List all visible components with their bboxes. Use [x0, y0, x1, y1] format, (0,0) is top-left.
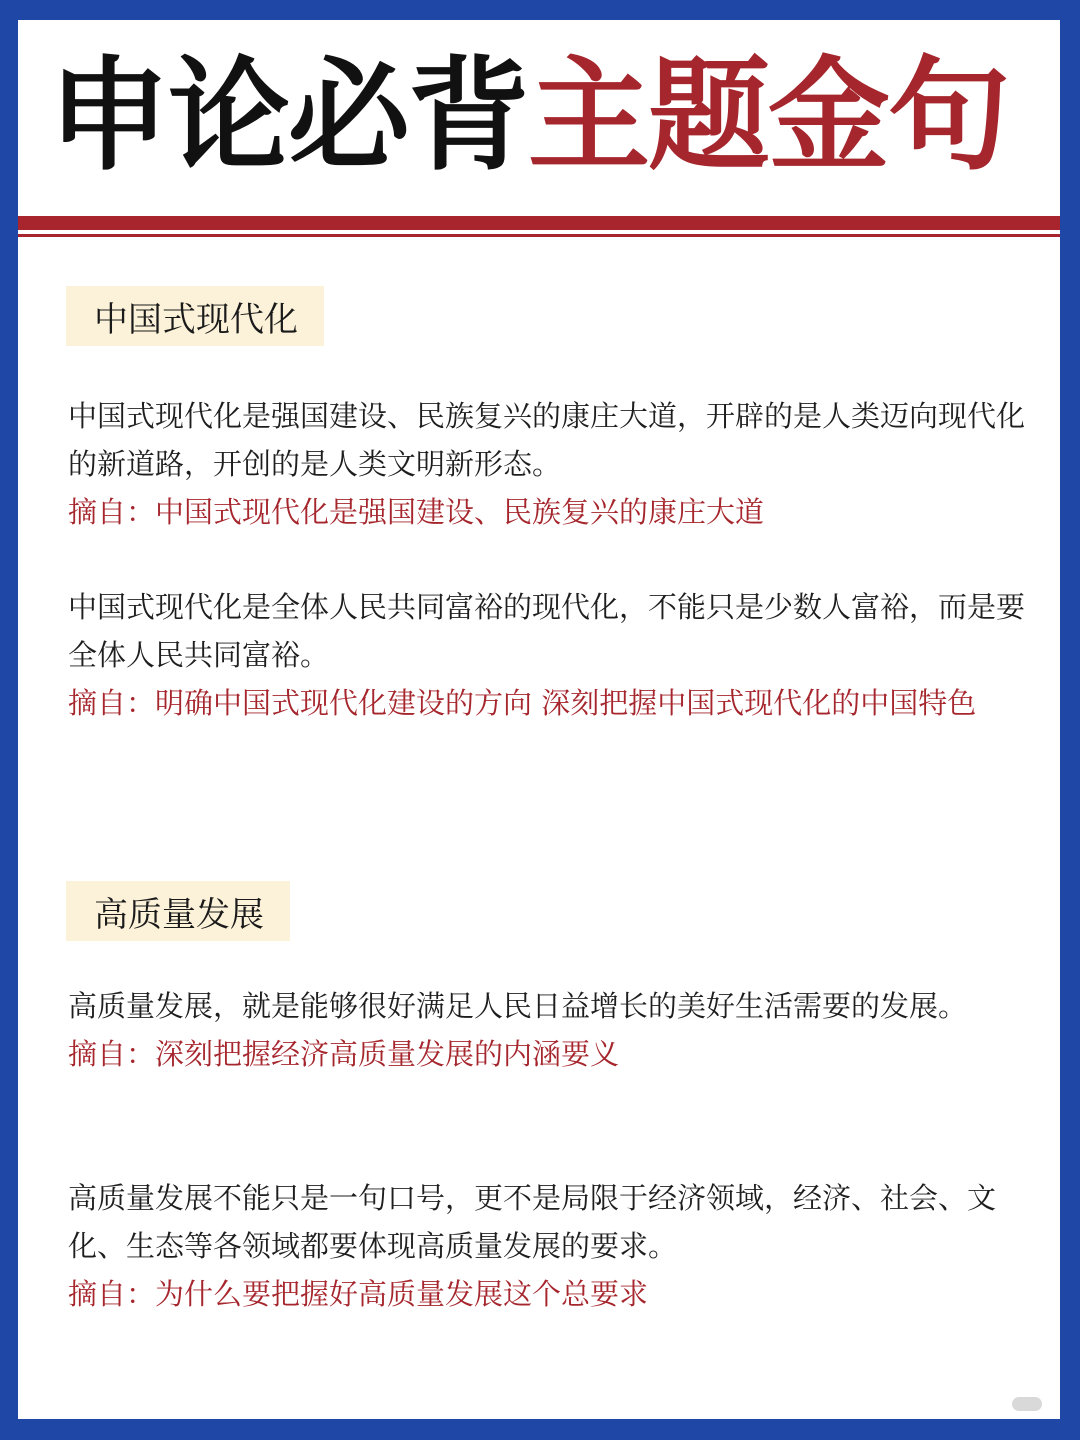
title-red-part: 主题金句: [528, 43, 1008, 187]
quote-source: 摘自：中国式现代化是强国建设、民族复兴的康庄大道: [68, 495, 765, 529]
quote-text: 高质量发展不能只是一句口号，更不是局限于经济领域，经济、社会、文化、生态等各领域都要体现高质量发展的要求。: [68, 1181, 997, 1263]
section-heading-high-quality: 高质量发展: [66, 881, 290, 941]
quote-block: [68, 583, 1028, 727]
section-heading-modernization: 中国式现代化: [66, 286, 324, 346]
header-divider-thick: [18, 216, 1060, 230]
quote-block: [68, 1174, 1028, 1318]
watermark-badge: [1012, 1397, 1042, 1411]
quote-text: 中国式现代化是全体人民共同富裕的现代化，不能只是少数人富裕，而是要全体人民共同富裕。: [68, 590, 1026, 672]
quote-block: [68, 392, 1028, 536]
quote-text: 中国式现代化是强国建设、民族复兴的康庄大道，开辟的是人类迈向现代化的新道路，开创的是人类文明新形态。: [68, 399, 1026, 481]
title-black-part: 申论必背: [48, 43, 528, 187]
quote-source: 摘自：深刻把握经济高质量发展的内涵要义: [68, 1037, 620, 1071]
quote-text: 高质量发展，就是能够很好满足人民日益增长的美好生活需要的发展。: [68, 989, 968, 1023]
quote-source: 摘自：为什么要把握好高质量发展这个总要求: [68, 1277, 649, 1311]
header-divider-thin: [18, 234, 1060, 237]
poster-header: [18, 20, 1060, 210]
quote-block: [68, 982, 1028, 1078]
poster-page: [18, 20, 1060, 1419]
quote-source: 摘自：明确中国式现代化建设的方向 深刻把握中国式现代化的中国特色: [68, 686, 977, 720]
